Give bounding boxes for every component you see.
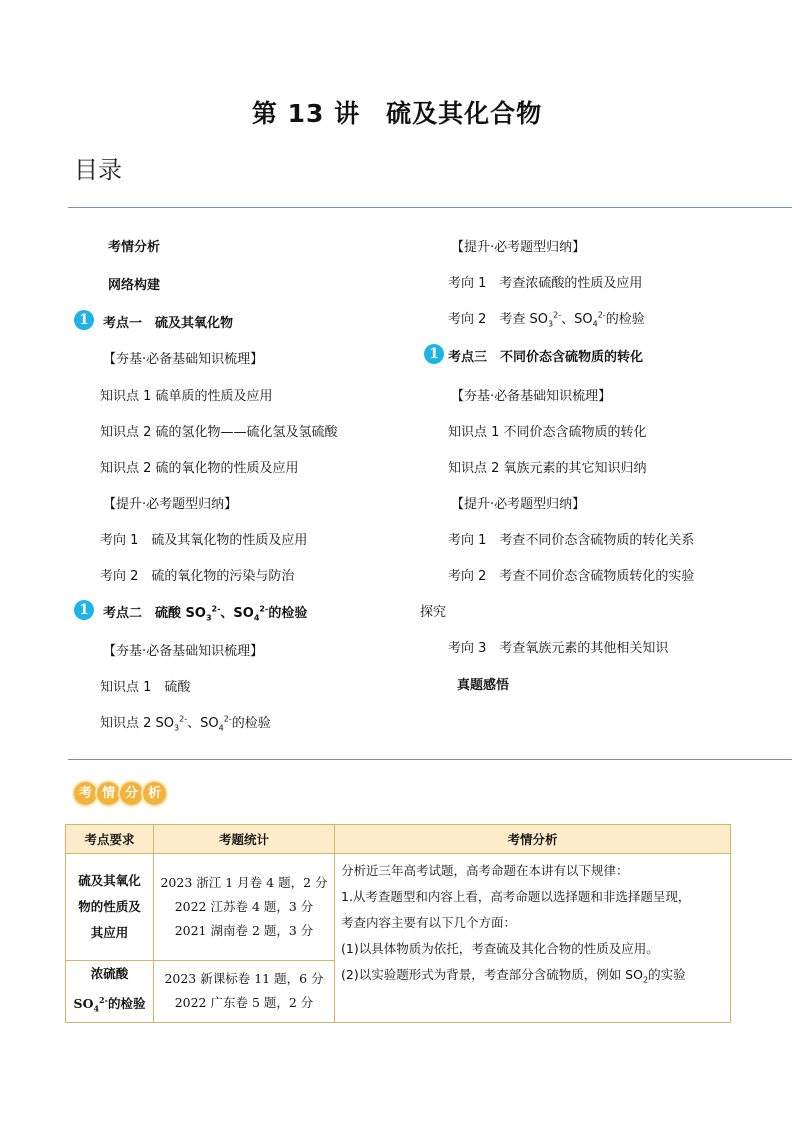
toc-item-kaodian2[interactable]: 考点二 硫酸 $SO_3^{2-}$、$SO_4^{2-}$的检验 [103,604,308,623]
toc-item-kx1-2[interactable]: 考向 2 硫的氧化物的污染与防治 [100,569,295,584]
toc-item-zsd1-3[interactable]: 知识点 2 硫的氧化物的性质及应用 [100,461,299,476]
section-label-char: 分 [118,780,145,807]
toc-item-kx2-2[interactable]: 考向 2 考查 $SO_3^{2-}$、$SO_4^{2-}$的检验 [448,310,645,329]
table-cell-analysis: 分析近三年高考试题，高考命题在本讲有以下规律： 1.从考查题型和内容上看，高考命题以选择题和非选择题呈现， 考查内容主要有以下几个方面： (1)以具体物质为依托，考查硫及其化合物的性质及应用。 (2)以实验题形式为背景，考查部分含硫物质，例如 $SO_2$的实验 [335,854,731,1023]
toc-item-kx3-3[interactable]: 考向 3 考查氧族元素的其他相关知识 [448,641,669,656]
toc-item-tisheng-1[interactable]: 【提升·必考题型归纳】 [103,497,238,512]
toc-item-zsd3-2[interactable]: 知识点 2 氧族元素的其它知识归纳 [448,461,647,476]
table-header: 考情分析 [335,825,731,854]
toc-item-kx3-2[interactable]: 考向 2 考查不同价态含硫物质转化的实验 [448,569,695,584]
section-label-char: 考 [72,780,99,807]
toc-item-zsd1-2[interactable]: 知识点 2 硫的氢化物——硫化氢及氢硫酸 [100,425,338,440]
toc-item-tisheng-2[interactable]: 【提升·必考题型归纳】 [451,240,586,255]
toc-item-kaodian1[interactable]: 考点一 硫及其氧化物 [103,316,234,331]
table-cell-stats: 2023 新课标卷 11 题，6 分 2022 广东卷 5 题，2 分 [154,961,335,1023]
toc-item-network[interactable]: 网络构建 [108,278,161,293]
toc-item-kaodian3[interactable]: 考点三 不同价态含硫物质的转化 [448,350,644,365]
table-cell-stats: 2023 浙江 1 月卷 4 题，2 分 2022 江苏卷 4 题，3 分 2021 湖南卷 2 题，3 分 [154,854,335,961]
badge-number-icon: 1 [74,600,94,620]
table-header: 考题统计 [154,825,335,854]
kaoqing-table [65,824,731,1023]
toc-item-zsd1-1[interactable]: 知识点 1 硫单质的性质及应用 [100,389,273,404]
toc-item-kx3-2-cont[interactable]: 探究 [420,605,447,620]
badge-number-icon: 1 [74,310,94,330]
toc-item-zsd2-1[interactable]: 知识点 1 硫酸 [100,680,191,695]
toc-bottom-divider [68,759,792,760]
section-label-char: 析 [141,780,168,807]
page-title: 第 13 讲 硫及其化合物 [251,99,543,128]
toc-item-zsd2-2[interactable]: 知识点 2 $SO_3^{2-}$、$SO_4^{2-}$的检验 [100,714,271,733]
toc-item-zsd3-1[interactable]: 知识点 1 不同价态含硫物质的转化 [448,425,647,440]
table-row [66,854,731,961]
toc-item-zhenti[interactable]: 真题感悟 [457,678,510,693]
toc-top-divider [68,207,792,208]
badge-number-icon: 1 [424,344,444,364]
toc-item-kx2-1[interactable]: 考向 1 考查浓硫酸的性质及应用 [448,276,643,291]
section-label-char: 情 [95,780,122,807]
toc-item-tisheng-3[interactable]: 【提升·必考题型归纳】 [451,497,586,512]
toc-item-hangji-2[interactable]: 【夯基·必备基础知识梳理】 [103,644,264,659]
toc-item-hangji-1[interactable]: 【夯基·必备基础知识梳理】 [103,352,264,367]
toc-item-kx1-1[interactable]: 考向 1 硫及其氧化物的性质及应用 [100,533,308,548]
toc-item-kaoqing[interactable]: 考情分析 [108,240,161,255]
table-header-row [66,825,731,854]
table-header: 考点要求 [66,825,154,854]
toc-heading: 目录 [74,156,122,184]
toc-item-hangji-3[interactable]: 【夯基·必备基础知识梳理】 [451,389,612,404]
toc-item-kx3-1[interactable]: 考向 1 考查不同价态含硫物质的转化关系 [448,533,695,548]
table-cell-topic: 浓硫酸 $SO_4^{2-}$的检验 [66,961,154,1023]
table-cell-topic: 硫及其氧化 物的性质及 其应用 [66,854,154,961]
